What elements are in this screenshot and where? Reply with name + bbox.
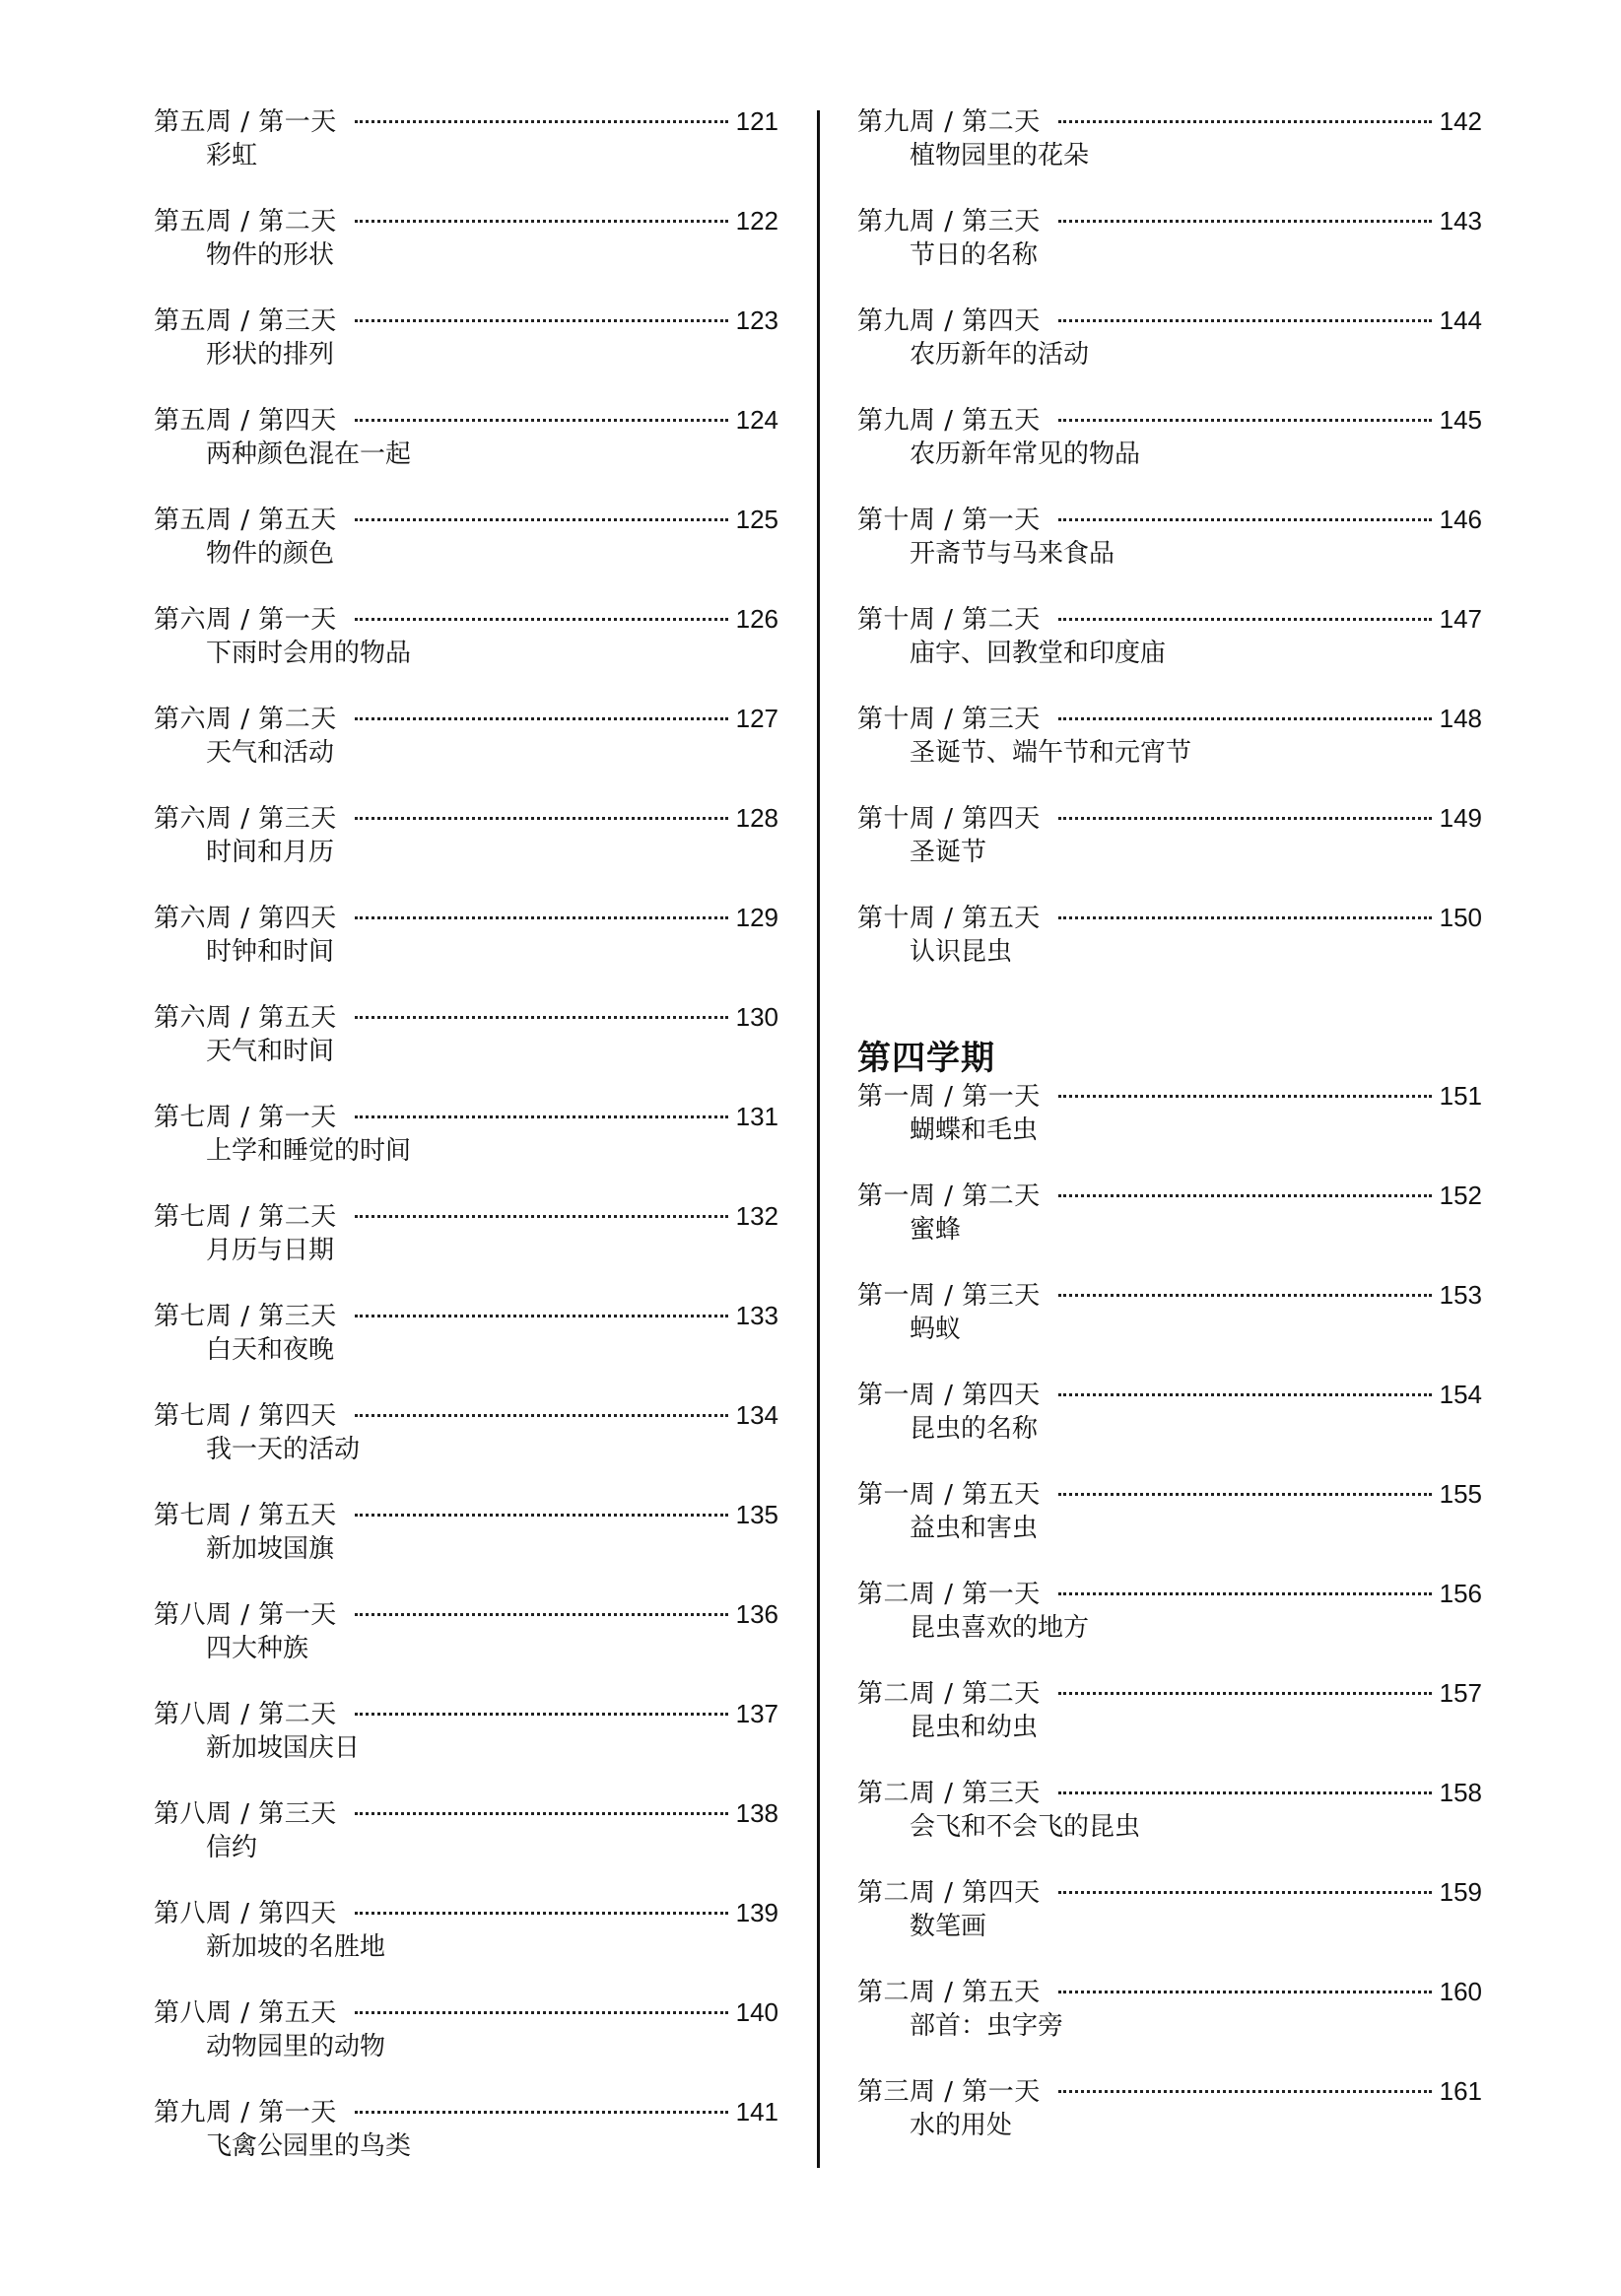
toc-entry-label: 第十周 / 第五天 xyxy=(857,904,1041,933)
toc-entry-label: 第一周 / 第四天 xyxy=(857,1381,1041,1410)
toc-right-column xyxy=(857,103,1482,2173)
toc-entry-title: 动物园里的动物 xyxy=(206,2032,386,2061)
toc-entry-title: 物件的形状 xyxy=(206,240,335,270)
toc-entry[interactable] xyxy=(154,303,778,402)
toc-entry-label: 第十周 / 第三天 xyxy=(857,705,1041,734)
toc-entry[interactable] xyxy=(857,1675,1482,1775)
toc-entry-page-number: 138 xyxy=(735,1798,778,1828)
toc-entry-title: 部首：虫字旁 xyxy=(910,2011,1064,2041)
toc-entry-page-number: 151 xyxy=(1439,1081,1482,1111)
toc-entry-line xyxy=(857,1576,1482,1611)
toc-entry[interactable] xyxy=(154,1497,778,1596)
toc-entry-label: 第七周 / 第二天 xyxy=(154,1202,337,1232)
toc-entry-page-number: 156 xyxy=(1439,1579,1482,1608)
toc-entry-line xyxy=(857,103,1482,139)
toc-entry-page-number: 152 xyxy=(1439,1181,1482,1210)
toc-entry-label: 第二周 / 第一天 xyxy=(857,1580,1041,1609)
toc-entry-line xyxy=(857,402,1482,438)
toc-entry[interactable] xyxy=(857,701,1482,800)
toc-entry-page-number: 132 xyxy=(735,1201,778,1231)
toc-entry-page-number: 159 xyxy=(1439,1877,1482,1907)
toc-entry[interactable] xyxy=(154,1895,778,1994)
toc-entry-label: 第一周 / 第二天 xyxy=(857,1182,1041,1211)
toc-entry-label: 第一周 / 第三天 xyxy=(857,1281,1041,1311)
dot-leader xyxy=(1058,1393,1432,1396)
toc-entry[interactable] xyxy=(857,203,1482,303)
toc-entry-label: 第七周 / 第四天 xyxy=(154,1401,337,1431)
toc-entry-label: 第九周 / 第四天 xyxy=(857,306,1041,336)
toc-entry[interactable] xyxy=(154,1795,778,1895)
toc-entry-label: 第十周 / 第一天 xyxy=(857,506,1041,535)
dot-leader xyxy=(1058,518,1432,521)
toc-entry-label: 第二周 / 第五天 xyxy=(857,1978,1041,2007)
toc-entry-label: 第九周 / 第一天 xyxy=(154,2098,337,2127)
toc-left-column xyxy=(154,103,778,2194)
toc-entry-label: 第八周 / 第一天 xyxy=(154,1600,337,1630)
toc-entry-page-number: 134 xyxy=(735,1400,778,1430)
toc-entry-page-number: 161 xyxy=(1439,2076,1482,2106)
toc-entry[interactable] xyxy=(857,1576,1482,1675)
toc-entry[interactable] xyxy=(857,1775,1482,1874)
toc-entry-page-number: 137 xyxy=(735,1699,778,1728)
toc-entry-page-number: 135 xyxy=(735,1500,778,1529)
toc-entry[interactable] xyxy=(857,1178,1482,1277)
toc-entry-line xyxy=(857,1178,1482,1213)
toc-entry-line xyxy=(154,900,778,935)
dot-leader xyxy=(1058,1991,1432,1993)
dot-leader xyxy=(1058,1493,1432,1496)
section-heading: 第四学期 xyxy=(857,1039,995,1078)
toc-entry-title: 时间和月历 xyxy=(206,838,335,867)
toc-entry-page-number: 136 xyxy=(735,1599,778,1629)
dot-leader xyxy=(1058,618,1432,621)
dot-leader xyxy=(355,717,728,720)
toc-entry-title: 蚂蚁 xyxy=(910,1315,962,1344)
toc-entry[interactable] xyxy=(154,1198,778,1298)
toc-entry-label: 第十周 / 第二天 xyxy=(857,605,1041,635)
toc-entry-page-number: 139 xyxy=(735,1898,778,1927)
toc-entry[interactable] xyxy=(154,2094,778,2194)
toc-entry-page-number: 123 xyxy=(735,305,778,335)
toc-entry-label: 第七周 / 第五天 xyxy=(154,1501,337,1530)
toc-entry-label: 第六周 / 第一天 xyxy=(154,605,337,635)
toc-entry[interactable] xyxy=(154,1298,778,1397)
toc-entry-title: 四大种族 xyxy=(206,1634,309,1663)
toc-entry[interactable] xyxy=(857,1974,1482,2073)
dot-leader xyxy=(355,1215,728,1218)
toc-entry-line xyxy=(154,601,778,637)
toc-entry-line xyxy=(154,1497,778,1532)
dot-leader xyxy=(355,220,728,223)
dot-leader xyxy=(355,2111,728,2114)
toc-entry-title: 飞禽公园里的鸟类 xyxy=(206,2131,412,2161)
toc-entry-line xyxy=(857,1476,1482,1512)
toc-entry[interactable] xyxy=(857,1078,1482,1178)
toc-entry-title: 会飞和不会飞的昆虫 xyxy=(910,1812,1141,1842)
toc-entry-title: 我一天的活动 xyxy=(206,1435,361,1464)
dot-leader xyxy=(355,120,728,123)
toc-entry-label: 第三周 / 第一天 xyxy=(857,2077,1041,2107)
toc-entry-title: 益虫和害虫 xyxy=(910,1514,1039,1543)
toc-entry-label: 第七周 / 第三天 xyxy=(154,1302,337,1331)
toc-entry-line xyxy=(857,502,1482,537)
dot-leader xyxy=(355,518,728,521)
toc-entry-title: 月历与日期 xyxy=(206,1236,335,1265)
dot-leader xyxy=(355,916,728,919)
dot-leader xyxy=(1058,1095,1432,1098)
toc-entry[interactable] xyxy=(154,1099,778,1198)
toc-entry-line xyxy=(154,203,778,238)
toc-entry-page-number: 143 xyxy=(1439,206,1482,236)
toc-entry[interactable] xyxy=(154,900,778,999)
toc-entry[interactable] xyxy=(154,1397,778,1497)
toc-entry-title: 节日的名称 xyxy=(910,240,1039,270)
dot-leader xyxy=(355,2011,728,2014)
toc-entry[interactable] xyxy=(154,1596,778,1696)
dot-leader xyxy=(355,1812,728,1815)
dot-leader xyxy=(1058,2090,1432,2093)
toc-entry-title: 圣诞节、端午节和元宵节 xyxy=(910,738,1192,768)
dot-leader xyxy=(1058,419,1432,422)
dot-leader xyxy=(355,1414,728,1417)
toc-entry-page-number: 160 xyxy=(1439,1977,1482,2006)
toc-entry[interactable] xyxy=(857,1377,1482,1476)
toc-entry-page-number: 131 xyxy=(735,1102,778,1131)
toc-entry-line xyxy=(857,1675,1482,1711)
toc-entry-page-number: 142 xyxy=(1439,106,1482,136)
toc-entry[interactable] xyxy=(857,502,1482,601)
dot-leader xyxy=(1058,220,1432,223)
toc-entry-page-number: 125 xyxy=(735,505,778,534)
toc-entry[interactable] xyxy=(154,601,778,701)
toc-entry-label: 第七周 / 第一天 xyxy=(154,1103,337,1132)
toc-entry[interactable] xyxy=(154,402,778,502)
dot-leader xyxy=(355,319,728,322)
toc-entry-label: 第十周 / 第四天 xyxy=(857,804,1041,834)
toc-entry[interactable] xyxy=(857,1277,1482,1377)
toc-entry-label: 第五周 / 第三天 xyxy=(154,306,337,336)
toc-entry-line xyxy=(154,1198,778,1234)
toc-entry-line xyxy=(154,1596,778,1632)
dot-leader xyxy=(1058,817,1432,820)
toc-entry-label: 第一周 / 第五天 xyxy=(857,1480,1041,1510)
toc-entry-page-number: 121 xyxy=(735,106,778,136)
dot-leader xyxy=(355,1912,728,1915)
toc-entry-label: 第二周 / 第四天 xyxy=(857,1878,1041,1908)
toc-entry-line xyxy=(857,1974,1482,2009)
toc-entry-line xyxy=(154,1696,778,1731)
toc-entry-title: 天气和活动 xyxy=(206,738,335,768)
toc-right-top-group xyxy=(857,103,1482,999)
toc-entry-line xyxy=(154,701,778,736)
toc-entry-page-number: 147 xyxy=(1439,604,1482,634)
dot-leader xyxy=(355,618,728,621)
toc-entry-title: 新加坡国旗 xyxy=(206,1534,335,1564)
toc-entry-title: 上学和睡觉的时间 xyxy=(206,1136,412,1166)
toc-entry-page-number: 130 xyxy=(735,1002,778,1032)
toc-entry-title: 数笔画 xyxy=(910,1912,987,1941)
toc-entry-line xyxy=(857,601,1482,637)
toc-entry[interactable] xyxy=(857,103,1482,203)
toc-entry-page-number: 128 xyxy=(735,803,778,833)
toc-entry-page-number: 157 xyxy=(1439,1678,1482,1708)
toc-entry-label: 第六周 / 第三天 xyxy=(154,804,337,834)
toc-entry-title: 圣诞节 xyxy=(910,838,987,867)
toc-entry[interactable] xyxy=(154,701,778,800)
dot-leader xyxy=(1058,319,1432,322)
toc-entry-line xyxy=(857,203,1482,238)
toc-entry-line xyxy=(154,103,778,139)
toc-entry-label: 第九周 / 第二天 xyxy=(857,107,1041,137)
toc-entry-title: 彩虹 xyxy=(206,141,258,170)
dot-leader xyxy=(355,1315,728,1317)
toc-entry[interactable] xyxy=(154,502,778,601)
toc-entry-line xyxy=(154,1099,778,1134)
toc-entry-label: 第一周 / 第一天 xyxy=(857,1082,1041,1112)
toc-entry-title: 植物园里的花朵 xyxy=(910,141,1090,170)
toc-entry-title: 形状的排列 xyxy=(206,340,335,370)
dot-leader xyxy=(1058,1891,1432,1894)
toc-entry-title: 下雨时会用的物品 xyxy=(206,639,412,668)
toc-entry-title: 天气和时间 xyxy=(206,1037,335,1066)
toc-entry-title: 两种颜色混在一起 xyxy=(206,439,412,469)
toc-entry-page-number: 129 xyxy=(735,903,778,932)
toc-entry-line xyxy=(857,1377,1482,1412)
toc-entry-title: 开斋节与马来食品 xyxy=(910,539,1115,569)
toc-entry[interactable] xyxy=(154,103,778,203)
dot-leader xyxy=(1058,1194,1432,1197)
toc-entry-title: 物件的颜色 xyxy=(206,539,335,569)
dot-leader xyxy=(355,1613,728,1616)
toc-entry-title: 新加坡的名胜地 xyxy=(206,1932,386,1962)
toc-entry-line xyxy=(857,800,1482,836)
toc-entry-label: 第二周 / 第三天 xyxy=(857,1779,1041,1808)
toc-right-bottom-group xyxy=(857,1078,1482,2173)
toc-entry[interactable] xyxy=(154,203,778,303)
toc-entry-page-number: 133 xyxy=(735,1301,778,1330)
toc-entry-title: 庙宇、回教堂和印度庙 xyxy=(910,639,1167,668)
toc-entry-line xyxy=(857,2073,1482,2109)
toc-entry-title: 时钟和时间 xyxy=(206,937,335,967)
toc-entry-page-number: 149 xyxy=(1439,803,1482,833)
toc-entry-line xyxy=(857,701,1482,736)
toc-entry-page-number: 127 xyxy=(735,704,778,733)
toc-entry[interactable] xyxy=(154,1696,778,1795)
toc-entry-page-number: 144 xyxy=(1439,305,1482,335)
toc-entry-title: 信约 xyxy=(206,1833,258,1862)
dot-leader xyxy=(1058,717,1432,720)
toc-entry-label: 第五周 / 第五天 xyxy=(154,506,337,535)
toc-entry-line xyxy=(154,999,778,1035)
toc-entry-line xyxy=(154,1994,778,2030)
dot-leader xyxy=(355,419,728,422)
toc-entry-label: 第九周 / 第三天 xyxy=(857,207,1041,236)
toc-entry[interactable] xyxy=(857,2073,1482,2173)
column-divider xyxy=(817,110,820,2168)
dot-leader xyxy=(1058,916,1432,919)
toc-entry-line xyxy=(857,900,1482,935)
toc-entry-page-number: 148 xyxy=(1439,704,1482,733)
toc-entry-line xyxy=(857,1078,1482,1114)
toc-entry-title: 白天和夜晚 xyxy=(206,1335,335,1365)
toc-entry-title: 农历新年常见的物品 xyxy=(910,439,1141,469)
toc-entry-line xyxy=(154,2094,778,2129)
toc-entry-label: 第九周 / 第五天 xyxy=(857,406,1041,436)
toc-entry-line xyxy=(154,800,778,836)
toc-entry-line xyxy=(154,1895,778,1930)
toc-entry-line xyxy=(857,1775,1482,1810)
toc-entry-title: 昆虫的名称 xyxy=(910,1414,1039,1444)
toc-entry-line xyxy=(154,303,778,338)
toc-entry-label: 第六周 / 第五天 xyxy=(154,1003,337,1033)
toc-entry-page-number: 150 xyxy=(1439,903,1482,932)
toc-entry[interactable] xyxy=(857,1476,1482,1576)
toc-entry-page-number: 122 xyxy=(735,206,778,236)
toc-entry[interactable] xyxy=(857,1874,1482,1974)
dot-leader xyxy=(355,1514,728,1517)
toc-entry-line xyxy=(154,1795,778,1831)
toc-entry-page-number: 126 xyxy=(735,604,778,634)
toc-entry-title: 蜜蜂 xyxy=(910,1215,962,1245)
toc-entry[interactable] xyxy=(857,601,1482,701)
toc-entry-page-number: 145 xyxy=(1439,405,1482,435)
toc-entry-label: 第六周 / 第四天 xyxy=(154,904,337,933)
toc-entry-label: 第二周 / 第二天 xyxy=(857,1679,1041,1709)
dot-leader xyxy=(355,817,728,820)
toc-entry[interactable] xyxy=(857,303,1482,402)
toc-entry-label: 第五周 / 第二天 xyxy=(154,207,337,236)
toc-entry-line xyxy=(154,402,778,438)
toc-entry[interactable] xyxy=(154,1994,778,2094)
dot-leader xyxy=(355,1713,728,1716)
toc-entry-line xyxy=(154,1397,778,1433)
toc-entry-label: 第八周 / 第二天 xyxy=(154,1700,337,1729)
toc-entry[interactable] xyxy=(154,999,778,1099)
toc-entry-title: 新加坡国庆日 xyxy=(206,1733,361,1763)
toc-entry-label: 第五周 / 第四天 xyxy=(154,406,337,436)
dot-leader xyxy=(1058,1692,1432,1695)
toc-entry[interactable] xyxy=(857,402,1482,502)
toc-entry-page-number: 158 xyxy=(1439,1778,1482,1807)
dot-leader xyxy=(355,1016,728,1019)
toc-entry[interactable] xyxy=(857,800,1482,900)
toc-entry-line xyxy=(154,1298,778,1333)
toc-entry-line xyxy=(857,303,1482,338)
toc-entry-page-number: 153 xyxy=(1439,1280,1482,1310)
dot-leader xyxy=(1058,1294,1432,1297)
toc-entry-title: 水的用处 xyxy=(910,2111,1013,2140)
toc-entry-page-number: 154 xyxy=(1439,1380,1482,1409)
toc-entry-label: 第六周 / 第二天 xyxy=(154,705,337,734)
dot-leader xyxy=(1058,1592,1432,1595)
dot-leader xyxy=(355,1115,728,1118)
toc-entry[interactable] xyxy=(857,900,1482,999)
toc-entry-title: 蝴蝶和毛虫 xyxy=(910,1115,1039,1145)
toc-entry-label: 第八周 / 第三天 xyxy=(154,1799,337,1829)
toc-entry-line xyxy=(154,502,778,537)
toc-entry-label: 第八周 / 第四天 xyxy=(154,1899,337,1928)
toc-entry-title: 昆虫和幼虫 xyxy=(910,1713,1039,1742)
toc-entry-label: 第五周 / 第一天 xyxy=(154,107,337,137)
toc-entry-line xyxy=(857,1874,1482,1910)
toc-entry[interactable] xyxy=(154,800,778,900)
toc-entry-page-number: 141 xyxy=(735,2097,778,2127)
toc-entry-page-number: 140 xyxy=(735,1997,778,2027)
toc-entry-title: 认识昆虫 xyxy=(910,937,1013,967)
toc-entry-title: 昆虫喜欢的地方 xyxy=(910,1613,1090,1643)
dot-leader xyxy=(1058,1791,1432,1794)
toc-entry-label: 第八周 / 第五天 xyxy=(154,1998,337,2028)
toc-entry-page-number: 155 xyxy=(1439,1479,1482,1509)
dot-leader xyxy=(1058,120,1432,123)
toc-entry-page-number: 124 xyxy=(735,405,778,435)
toc-entry-title: 农历新年的活动 xyxy=(910,340,1090,370)
toc-entry-line xyxy=(857,1277,1482,1313)
toc-entry-page-number: 146 xyxy=(1439,505,1482,534)
